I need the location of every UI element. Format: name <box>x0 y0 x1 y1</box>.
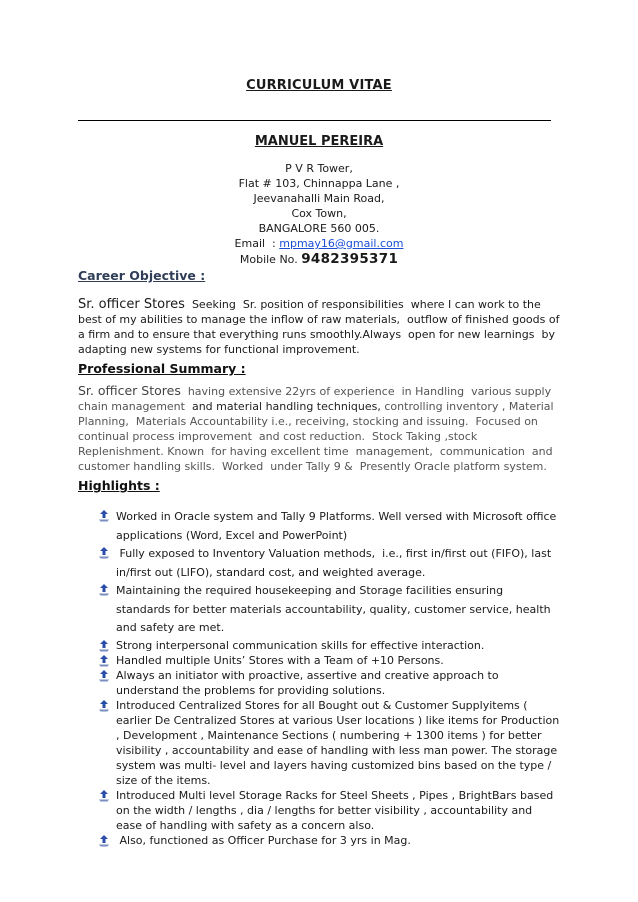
highlight-text: Also, functioned as Officer Purchase for 3 yrs in Mag. <box>116 833 411 847</box>
list-item <box>98 698 560 788</box>
list-item <box>98 508 560 545</box>
mobile-label: Mobile No. <box>239 253 302 266</box>
bullet-arrow-icon <box>98 700 110 712</box>
email-label: Email : <box>234 237 280 250</box>
summary-body-emphasis: and material handling techniques, <box>191 400 381 413</box>
email-link[interactable]: mpmay16@gmail.com <box>279 237 404 250</box>
highlights-heading: Highlights : <box>78 478 160 493</box>
highlight-text: Fully exposed to Inventory Valuation methods, i.e., first in/first out (FIFO), last in/first out (LIFO), standard cost, and weighted average. <box>116 547 555 579</box>
summary-body-b: controlling inventory , Material Planning, Materials Accountability i.e., receiving, stocking and issuing. Focused on continual process improvement and cost reduction. Stock Taking ,stock Replenishment. Known for having excellent time management, communication and customer handling skills. Worked under Tally 9 & Presently Oracle platform system. <box>78 400 558 473</box>
highlight-text: Handled multiple Units’ Stores with a Team of +10 Persons. <box>116 653 444 667</box>
bullet-arrow-icon <box>98 510 110 522</box>
address-line: BANGALORE 560 005. <box>258 222 380 235</box>
highlight-text: Strong interpersonal communication skills for effective interaction. <box>116 638 485 652</box>
professional-summary-heading: Professional Summary : <box>78 361 246 376</box>
list-item <box>98 653 560 668</box>
bullet-arrow-icon <box>98 835 110 847</box>
title-divider <box>78 120 551 121</box>
highlights-list <box>98 508 560 848</box>
career-body: Seeking Sr. position of responsibilities where I can work to the best of my abilities to manage the inflow of raw materials, outflow of finished goods of a firm and to ensure that everything runs smoothly.Always open for new learnings by adapting new systems for functional improvement. <box>78 298 563 356</box>
career-objective-text <box>78 297 562 357</box>
list-item <box>98 788 560 833</box>
professional-summary-text <box>78 383 562 474</box>
bullet-arrow-icon <box>98 790 110 802</box>
highlight-text: Always an initiator with proactive, assertive and creative approach to understand the problems for providing solutions. <box>116 668 499 697</box>
bullet-arrow-icon <box>98 640 110 652</box>
address-line: Flat # 103, Chinnappa Lane , <box>238 177 400 190</box>
bullet-arrow-icon <box>98 584 110 596</box>
summary-body-a: having extensive 22yrs of experience in Handling various supply chain management <box>78 385 555 413</box>
career-lead: Sr. officer Stores <box>78 297 185 312</box>
list-item <box>98 638 560 653</box>
mobile-number: 9482395371 <box>301 251 399 267</box>
list-item <box>98 833 560 848</box>
address-line: P V R Tower, <box>285 162 353 175</box>
highlight-text: Introduced Centralized Stores for all Bought out & Customer Supplyitems ( earlier De Centralized Stores at various User locations ) like items for Production , Development , Maintenance Sections ( numbering + 1300 items ) for better visibility , accountability and ease of handling with less man power. The storage system was multi- level and layers having customized bins based on the type / size of the items. <box>116 698 560 787</box>
list-item <box>98 668 560 698</box>
career-objective-heading: Career Objective : <box>78 268 206 283</box>
mobile-row <box>0 252 638 267</box>
email-row <box>0 236 638 251</box>
bullet-arrow-icon <box>98 655 110 667</box>
list-item <box>98 545 560 582</box>
highlight-text: Introduced Multi level Storage Racks for Steel Sheets , Pipes , BrightBars based on the width / lengths , dia / lengths for better visibility , accountability and ease of handling with safety as a concern also. <box>116 788 554 832</box>
list-item <box>98 582 560 638</box>
summary-lead: Sr. officer Stores <box>78 383 181 398</box>
bullet-arrow-icon <box>98 670 110 682</box>
candidate-name: MANUEL PEREIRA <box>254 134 384 149</box>
document-title: CURRICULUM VITAE <box>246 78 392 93</box>
contact-block <box>0 161 638 267</box>
highlight-text: Maintaining the required housekeeping and Storage facilities ensuring standards for better materials accountability, quality, customer service, health and safety are met. <box>116 584 551 634</box>
bullet-arrow-icon <box>98 547 110 559</box>
highlight-text: Worked in Oracle system and Tally 9 Platforms. Well versed with Microsoft office applications (Word, Excel and PowerPoint) <box>116 510 557 542</box>
address-line: Jeevanahalli Main Road, <box>253 192 385 205</box>
address-line: Cox Town, <box>291 207 347 220</box>
